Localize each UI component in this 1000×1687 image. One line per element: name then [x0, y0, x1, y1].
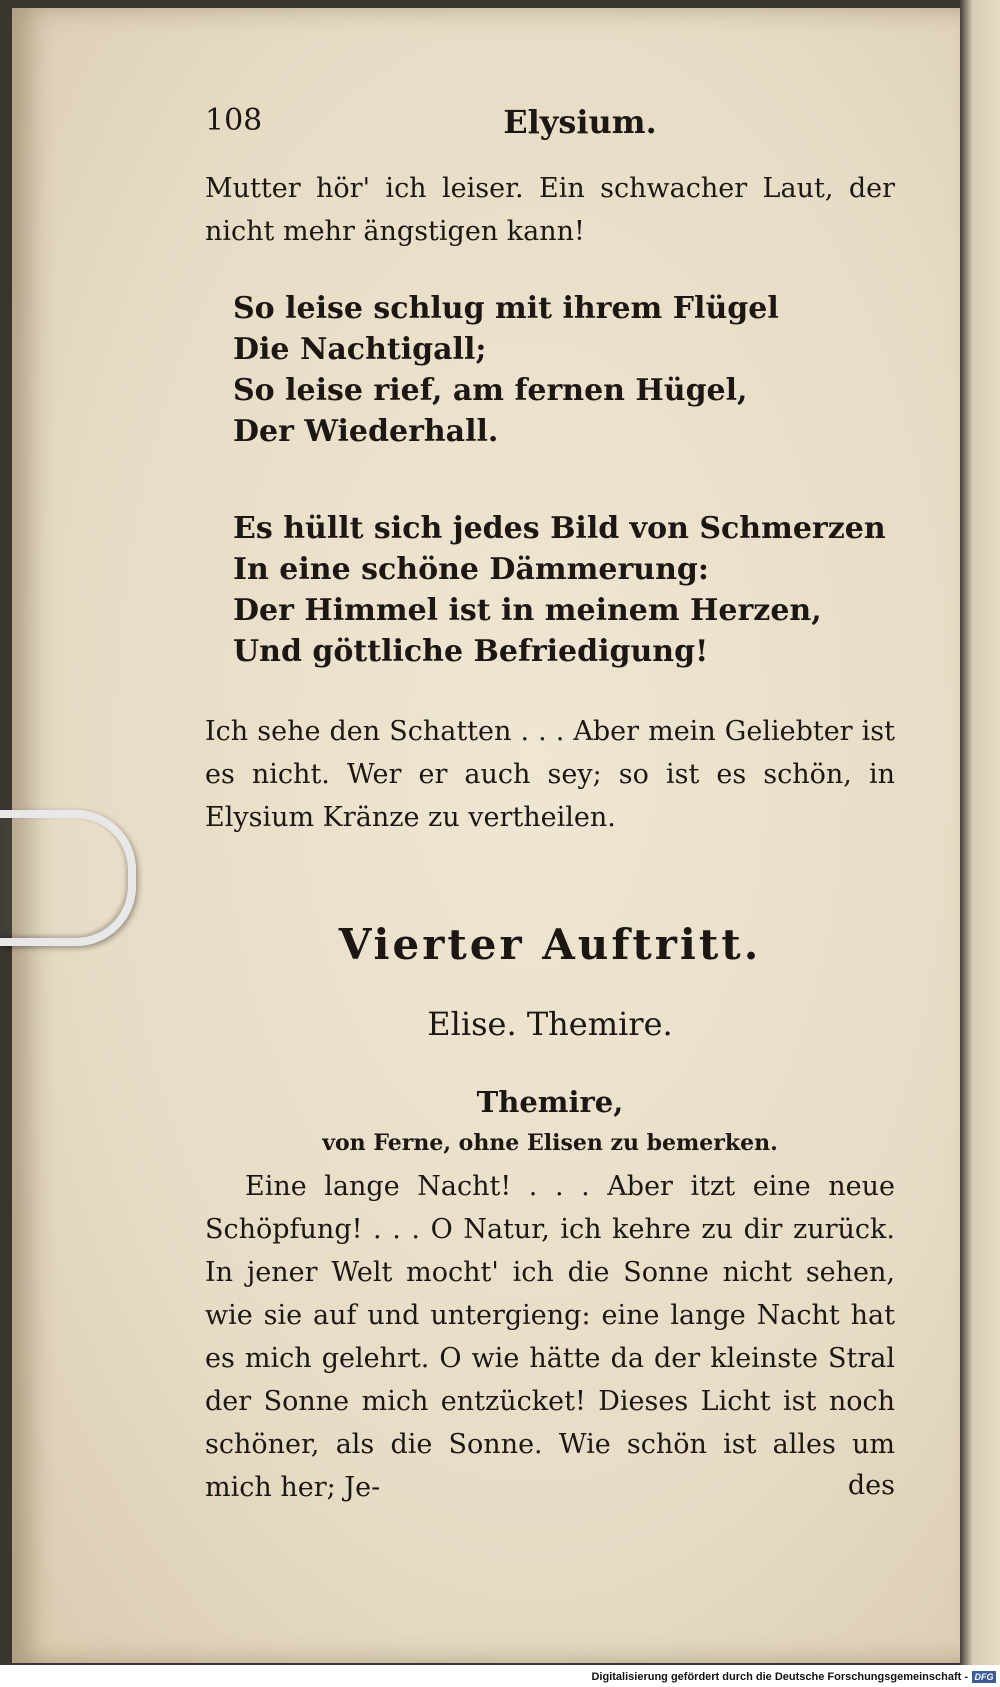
- scene-title: Vierter Auftritt.: [338, 920, 762, 969]
- verse-stanza-1: [205, 288, 923, 452]
- catchword: des: [847, 1470, 895, 1501]
- digitization-credit: [0, 1667, 1000, 1687]
- paragraph-1: Mutter hör' ich leiser. Ein schwacher Laut, der nicht mehr ängstigen kann!: [205, 173, 895, 247]
- dfg-logo: DFG: [972, 1671, 996, 1683]
- speech-text: Eine lange Nacht! . . . Aber itzt eine neue Schöpfung! . . . O Natur, ich kehre zu dir zurück. In jener Welt mocht' ich die Sonne nicht sehen, wie sie auf und untergieng: eine lange Nacht hat es mich gelehrt. O wie hätte da der kleinste Stral der Sonne mich entzücket! Dieses Licht ist noch schöner, als die Sonne. Wie schön ist alles um mich her; Je-: [205, 1171, 895, 1503]
- page-number: 108: [205, 103, 263, 138]
- paragraph-2: Ich sehe den Schatten . . . Aber mein Geliebter ist es nicht. Wer er auch sey; so ist es schön, in Elysium Kränze zu vertheilen.: [205, 716, 895, 833]
- speaker-name: Themire,: [476, 1085, 624, 1119]
- verse-stanza-2: [205, 508, 923, 672]
- verse-line: In eine schöne Dämmerung:: [233, 552, 709, 587]
- adjacent-page-edge: [958, 0, 1000, 1665]
- verse-line: Die Nachtigall;: [233, 332, 487, 367]
- verse-line: Der Wiederhall.: [233, 414, 499, 449]
- running-head: Elysium.: [503, 103, 657, 141]
- stage-direction: von Ferne, ohne Elisen zu bemerken.: [322, 1130, 778, 1156]
- credit-text: Digitalisierung gefördert durch die Deutsche Forschungsgemeinschaft -: [591, 1671, 968, 1683]
- verse-line: Und göttliche Befriedigung!: [233, 634, 709, 669]
- verse-line: Es hüllt sich jedes Bild von Schmerzen: [233, 511, 886, 546]
- verse-line: So leise schlug mit ihrem Flügel: [233, 291, 779, 326]
- scene-persons: Elise. Themire.: [427, 1005, 673, 1043]
- page-header: [205, 103, 895, 153]
- verse-line: Der Himmel ist in meinem Herzen,: [233, 593, 822, 628]
- paper-clip: [0, 810, 136, 946]
- verse-line: So leise rief, am fernen Hügel,: [233, 373, 748, 408]
